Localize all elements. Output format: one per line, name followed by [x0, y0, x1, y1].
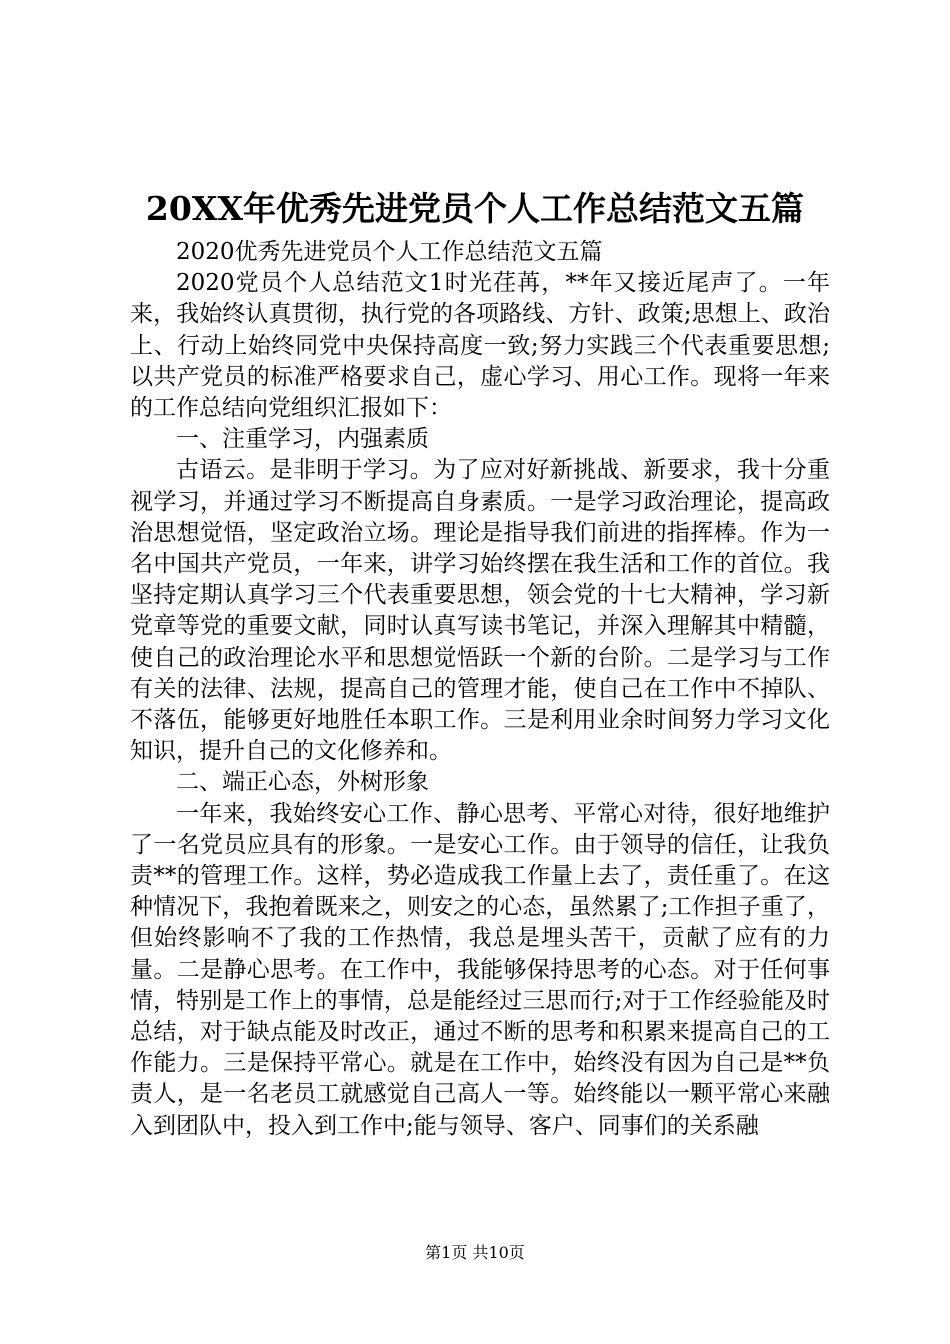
page-number-footer: 第1页 共10页 [425, 1243, 525, 1262]
document-title: 20XX年优秀先进党员个人工作总结范文五篇 [145, 189, 805, 228]
section-paragraph-2: 一年来，我始终安心工作、静心思考、平常心对待，很好地维护了一名党员应具有的形象。一是安心工作。由于领导的信任，让我负责**的管理工作。这样，势必造成我工作量上去了，责任重了。在这种情况下，我抱着既来之，则安之的心态，虽然累了;工作担子重了，但始终影响不了我的工作热情，我总是埋头苦干，贡献了应有的力量。二是静心思考。在工作中，我能够保持思考的心态。对于任何事情，特别是工作上的事情，总是能经过三思而行;对于工作经验能及时总结，对于缺点能及时改正，通过不断的思考和积累来提高自己的工作能力。三是保持平常心。就是在工作中，始终没有因为自己是**负责人，是一名老员工就感觉自己高人一等。始终能以一颗平常心来融入到团队中，投入到工作中;能与领导、客户、同事们的关系融 [130, 800, 830, 1139]
section-heading-2: 二、端正心态，外树形象 [176, 769, 429, 796]
subtitle-paragraph: 2020优秀先进党员个人工作总结范文五篇 [176, 239, 603, 265]
document-body [130, 237, 830, 1142]
section-paragraph-1: 古语云。是非明于学习。为了应对好新挑战、新要求，我十分重视学习，并通过学习不断提高自身素质。一是学习政治理论，提高政治思想觉悟，坚定政治立场。理论是指导我们前进的指挥棒。作为一名中国共产党员，一年来，讲学习始终摆在我生活和工作的首位。我坚持定期认真学习三个代表重要思想，领会党的十七大精神，学习新党章等党的重要文献，同时认真写读书笔记，并深入理解其中精髓，使自己的政治理论水平和思想觉悟跃一个新的台阶。二是学习与工作有关的法律、法规，提高自己的管理才能，使自己在工作中不掉队、不落伍，能够更好地胜任本职工作。三是利用业余时间努力学习文化知识，提升自己的文化修养和。 [130, 457, 830, 765]
intro-paragraph: 2020党员个人总结范文1时光荏苒，**年又接近尾声了。一年来，我始终认真贯彻，执行党的各项路线、方针、政策;思想上、政治上、行动上始终同党中央保持高度一致;努力实践三个代表重要思想;以共产党员的标准严格要求自己，虚心学习、用心工作。现将一年来的工作总结向党组织汇报如下： [130, 270, 830, 422]
section-heading-1: 一、注重学习，内强素质 [176, 426, 429, 453]
